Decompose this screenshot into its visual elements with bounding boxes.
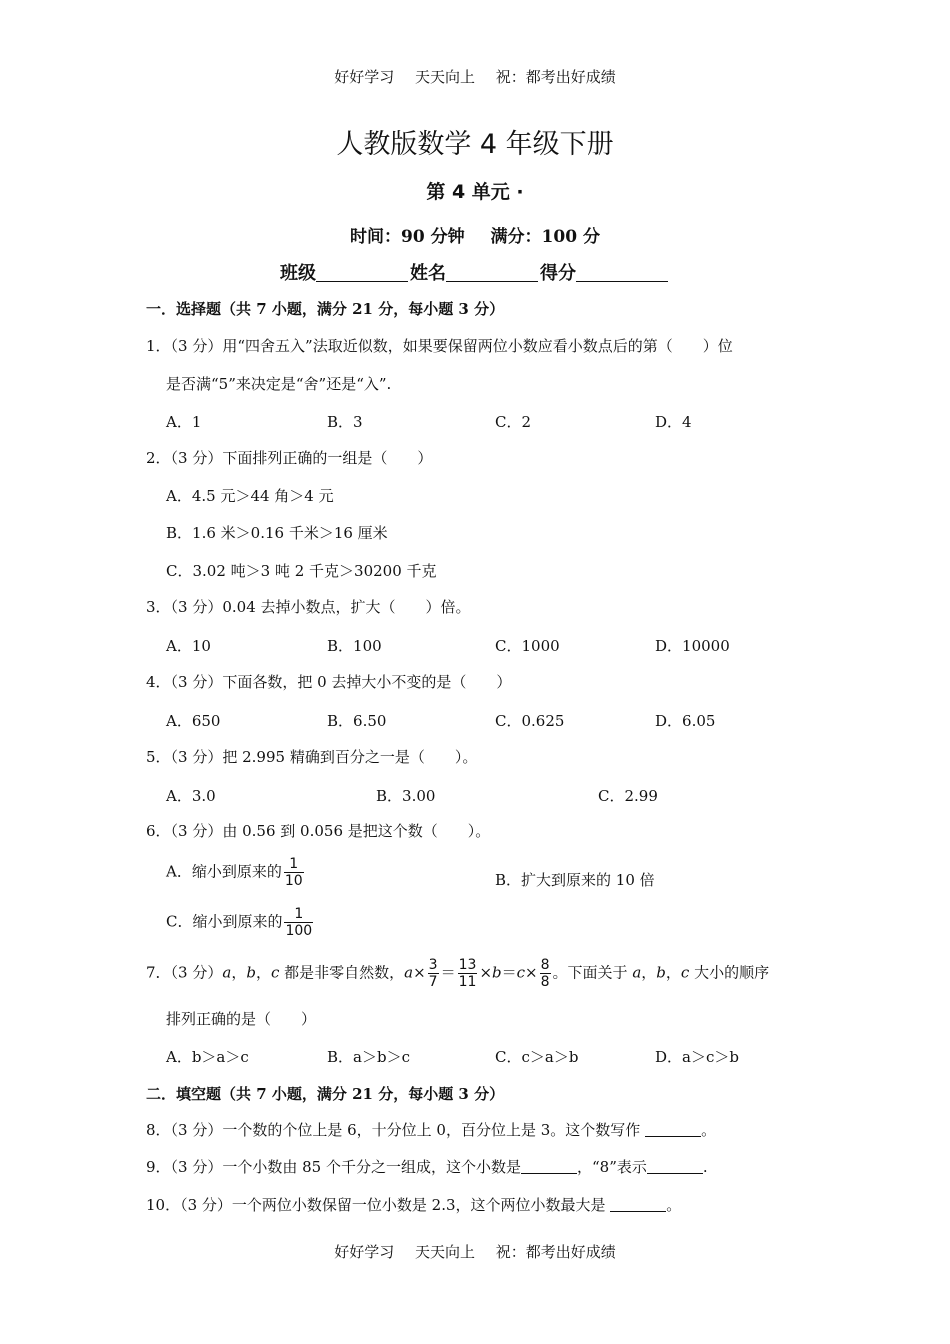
question-7 <box>146 957 769 990</box>
exam-meta <box>0 222 950 247</box>
class-blank[interactable] <box>316 263 408 282</box>
q7-text: 大小的顺序 <box>689 963 770 982</box>
header-item: 天天向上 <box>414 68 475 86</box>
q4-option-d: D．6.05 <box>655 712 716 730</box>
var-c: c <box>516 963 526 982</box>
fraction <box>284 856 304 889</box>
q8-end: 。 <box>701 1121 717 1139</box>
q1-option-b: B．3 <box>327 413 363 431</box>
fraction-denominator: 7 <box>428 974 438 990</box>
answer-blank[interactable] <box>647 1158 703 1174</box>
time-label: 时间：90 分钟 <box>350 227 465 247</box>
q7-sep: ， <box>665 963 681 982</box>
score-field-label: 得分 <box>540 263 576 284</box>
fraction-numerator: 3 <box>428 957 438 973</box>
q5-option-b: B．3.00 <box>376 787 436 805</box>
question-5: 5．（3 分）把 2.995 精确到百分之一是（ ）。 <box>146 748 478 766</box>
fraction <box>428 957 439 990</box>
fraction-numerator: 8 <box>540 957 550 973</box>
question-1-cont: 是否满“5”来决定是“舍”还是“入”. <box>166 375 392 393</box>
footer-item: 天天向上 <box>414 1243 475 1261</box>
q8-text: 8．（3 分）一个数的个位上是 6，十分位上 0，百分位上是 3。这个数写作 <box>146 1121 646 1139</box>
q5-option-c: C．2.99 <box>598 787 658 805</box>
page-header <box>0 66 950 87</box>
q6-option-b: B．扩大到原来的 10 倍 <box>495 871 655 889</box>
q7-option-a: A．b＞a＞c <box>166 1048 249 1066</box>
q1-option-c: C．2 <box>495 413 532 431</box>
page-subtitle: 第 4 单元 · <box>426 181 524 203</box>
q3-option-b: B．100 <box>327 637 382 655</box>
var-a: a <box>222 963 232 982</box>
q4-option-a: A．650 <box>166 712 221 730</box>
q1-option-a: A．1 <box>166 413 202 431</box>
q6-option-c-text: C．缩小到原来的 <box>166 912 283 931</box>
q10-text: 10．（3 分）一个两位小数保留一位小数是 2.3，这个两位小数最大是 <box>146 1196 611 1214</box>
var-c: c <box>680 963 690 982</box>
q2-option-a: A．4.5 元＞44 角＞4 元 <box>166 487 334 505</box>
question-9 <box>146 1157 708 1177</box>
score-label: 满分：100 分 <box>490 227 600 247</box>
var-a: a <box>632 963 642 982</box>
q9-end: . <box>702 1158 708 1176</box>
fraction <box>540 957 551 990</box>
footer-item: 祝：都考出好成绩 <box>495 1243 616 1261</box>
q7-sep: ， <box>231 963 247 982</box>
section-heading-fill: 二．填空题（共 7 小题，满分 21 分，每小题 3 分） <box>146 1085 505 1103</box>
fraction-denominator: 11 <box>458 974 477 990</box>
times-sign: × <box>525 963 538 982</box>
question-8 <box>146 1120 716 1140</box>
fraction-numerator: 1 <box>294 906 304 922</box>
q7-sep: ， <box>255 963 271 982</box>
q7-prefix: 7．（3 分） <box>146 963 223 982</box>
score-blank[interactable] <box>576 263 668 282</box>
times-sign: × <box>479 963 493 982</box>
var-b: b <box>656 963 666 982</box>
answer-blank[interactable] <box>645 1121 701 1137</box>
answer-blank[interactable] <box>610 1196 666 1212</box>
times-sign: × <box>413 963 426 982</box>
header-item: 好好学习 <box>334 68 395 86</box>
q7-text: 都是非零自然数， <box>279 963 405 982</box>
q7-option-c: C．c＞a＞b <box>495 1048 579 1066</box>
q9-text: 9．（3 分）一个小数由 85 个千分之一组成，这个小数是 <box>146 1158 521 1176</box>
page-title: 人教版数学 4 年级下册 <box>336 129 614 160</box>
q5-option-a: A．3.0 <box>166 787 216 805</box>
page-footer <box>0 1241 950 1262</box>
q7-option-d: D．a＞c＞b <box>655 1048 739 1066</box>
q6-option-c <box>166 906 315 939</box>
q6-option-a-text: A．缩小到原来的 <box>166 862 282 881</box>
q2-option-c: C．3.02 吨＞3 吨 2 千克＞30200 千克 <box>166 562 437 580</box>
question-1: 1．（3 分）用“四舍五入”法取近似数，如果要保留两位小数应看小数点后的第（ ）位 <box>146 337 733 355</box>
q10-end: 。 <box>666 1196 682 1214</box>
question-3: 3．（3 分）0.04 去掉小数点，扩大（ ）倍。 <box>146 598 471 616</box>
q7-text: 。下面关于 <box>552 963 633 982</box>
q3-option-c: C．1000 <box>495 637 560 655</box>
q4-option-b: B．6.50 <box>327 712 387 730</box>
fraction-denominator: 100 <box>285 923 313 939</box>
student-info <box>0 259 950 285</box>
header-item: 祝：都考出好成绩 <box>495 68 616 86</box>
question-7-cont: 排列正确的是（ ） <box>166 1010 317 1028</box>
q3-option-d: D．10000 <box>655 637 730 655</box>
q7-sep: ， <box>641 963 657 982</box>
var-c: c <box>270 963 280 982</box>
fraction-numerator: 13 <box>458 957 477 973</box>
var-b: b <box>246 963 256 982</box>
class-label: 班级 <box>280 263 316 284</box>
equals-sign: ＝ <box>440 963 456 982</box>
var-b: b <box>492 963 502 982</box>
name-blank[interactable] <box>446 263 538 282</box>
fraction-denominator: 10 <box>284 873 303 889</box>
q2-option-b: B．1.6 米＞0.16 千米＞16 厘米 <box>166 524 388 542</box>
fraction <box>458 957 478 990</box>
q3-option-a: A．10 <box>166 637 211 655</box>
q4-option-c: C．0.625 <box>495 712 565 730</box>
name-label: 姓名 <box>410 263 446 284</box>
q6-option-a <box>166 856 306 889</box>
equals-sign: ＝ <box>501 963 517 982</box>
question-2: 2．（3 分）下面排列正确的一组是（ ） <box>146 449 433 467</box>
var-a: a <box>404 963 414 982</box>
fraction <box>284 906 313 939</box>
answer-blank[interactable] <box>521 1158 577 1174</box>
fraction-denominator: 8 <box>540 974 550 990</box>
question-4: 4．（3 分）下面各数，把 0 去掉大小不变的是（ ） <box>146 673 512 691</box>
footer-item: 好好学习 <box>334 1243 395 1261</box>
q9-mid: ，“8”表示 <box>576 1158 647 1176</box>
q7-option-b: B．a＞b＞c <box>327 1048 410 1066</box>
section-heading-choice: 一．选择题（共 7 小题，满分 21 分，每小题 3 分） <box>146 300 505 318</box>
fraction-numerator: 1 <box>289 856 299 872</box>
question-6: 6．（3 分）由 0.56 到 0.056 是把这个数（ ）。 <box>146 822 491 840</box>
question-10 <box>146 1195 681 1215</box>
q1-option-d: D．4 <box>655 413 692 431</box>
